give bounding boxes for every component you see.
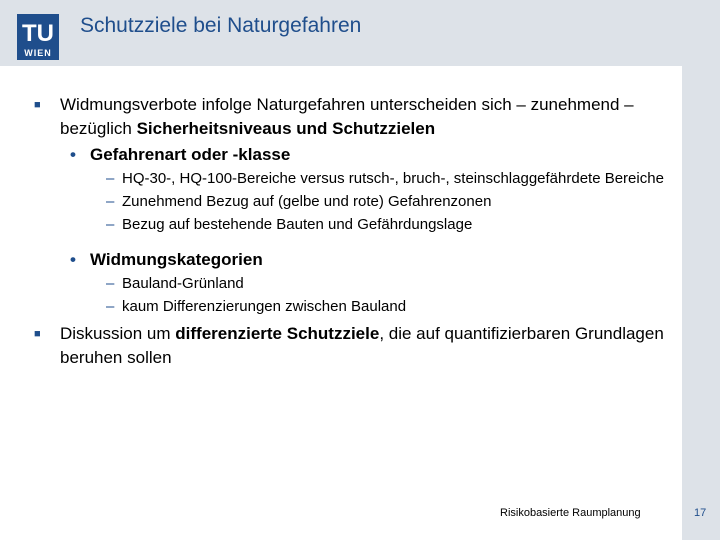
dash-item-text: Bauland-Grünland xyxy=(122,275,244,292)
bullet-2-bold: differenzierte Schutzziele xyxy=(175,324,380,343)
dash-item xyxy=(34,274,674,294)
dash-item xyxy=(34,192,674,212)
dash-item xyxy=(34,297,674,317)
slide-title: Schutzziele bei Naturgefahren xyxy=(80,14,362,37)
dash-bullet-icon: – xyxy=(106,216,115,233)
dash-item xyxy=(34,215,674,235)
right-side-bar xyxy=(682,66,720,540)
dash-item-text: Bezug auf bestehende Bauten und Gefährdungslage xyxy=(122,216,473,233)
logo-text-top: TU xyxy=(22,20,54,47)
footer-text: Risikobasierte Raumplanung xyxy=(500,507,641,519)
sub-bullet-2 xyxy=(34,248,674,272)
dot-bullet-icon: • xyxy=(70,250,76,269)
dash-bullet-icon: – xyxy=(106,298,115,315)
slide-body xyxy=(34,93,674,372)
sub-bullet-1 xyxy=(34,143,674,167)
bullet-item-2 xyxy=(34,322,674,370)
bullet-2-text-end: , die auf quantifizierbaren Grundlagen beruhen sollen xyxy=(60,324,664,367)
bullet-2-text: Diskussion um xyxy=(60,324,176,343)
sub-bullet-1-text: Gefahrenart oder -klasse xyxy=(90,145,291,164)
dash-item-text: Zunehmend Bezug auf (gelbe und rote) Gefahrenzonen xyxy=(122,193,492,210)
dash-item xyxy=(34,169,674,189)
bullet-1-bold: Sicherheitsniveaus und Schutzzielen xyxy=(136,119,436,138)
page-number: 17 xyxy=(694,507,707,519)
sub-bullet-2-text: Widmungskategorien xyxy=(90,250,263,269)
square-bullet-icon: ■ xyxy=(34,328,41,340)
bullet-item-1 xyxy=(34,93,674,141)
dash-item-text: kaum Differenzierungen zwischen Bauland xyxy=(122,298,407,315)
bullet-1-text: Widmungsverbote infolge Naturgefahren unterscheiden sich – zunehmend – bezüglich xyxy=(60,95,634,138)
square-bullet-icon: ■ xyxy=(34,99,41,111)
dash-item-text: HQ-30-, HQ-100-Bereiche versus rutsch-, bruch-, steinschlaggefährdete Bereiche xyxy=(122,170,664,187)
logo-text-bottom: WIEN xyxy=(24,48,52,58)
tu-wien-logo xyxy=(17,14,59,60)
dash-bullet-icon: – xyxy=(106,193,115,210)
dash-bullet-icon: – xyxy=(106,170,115,187)
dash-bullet-icon: – xyxy=(106,275,115,292)
dot-bullet-icon: • xyxy=(70,145,76,164)
